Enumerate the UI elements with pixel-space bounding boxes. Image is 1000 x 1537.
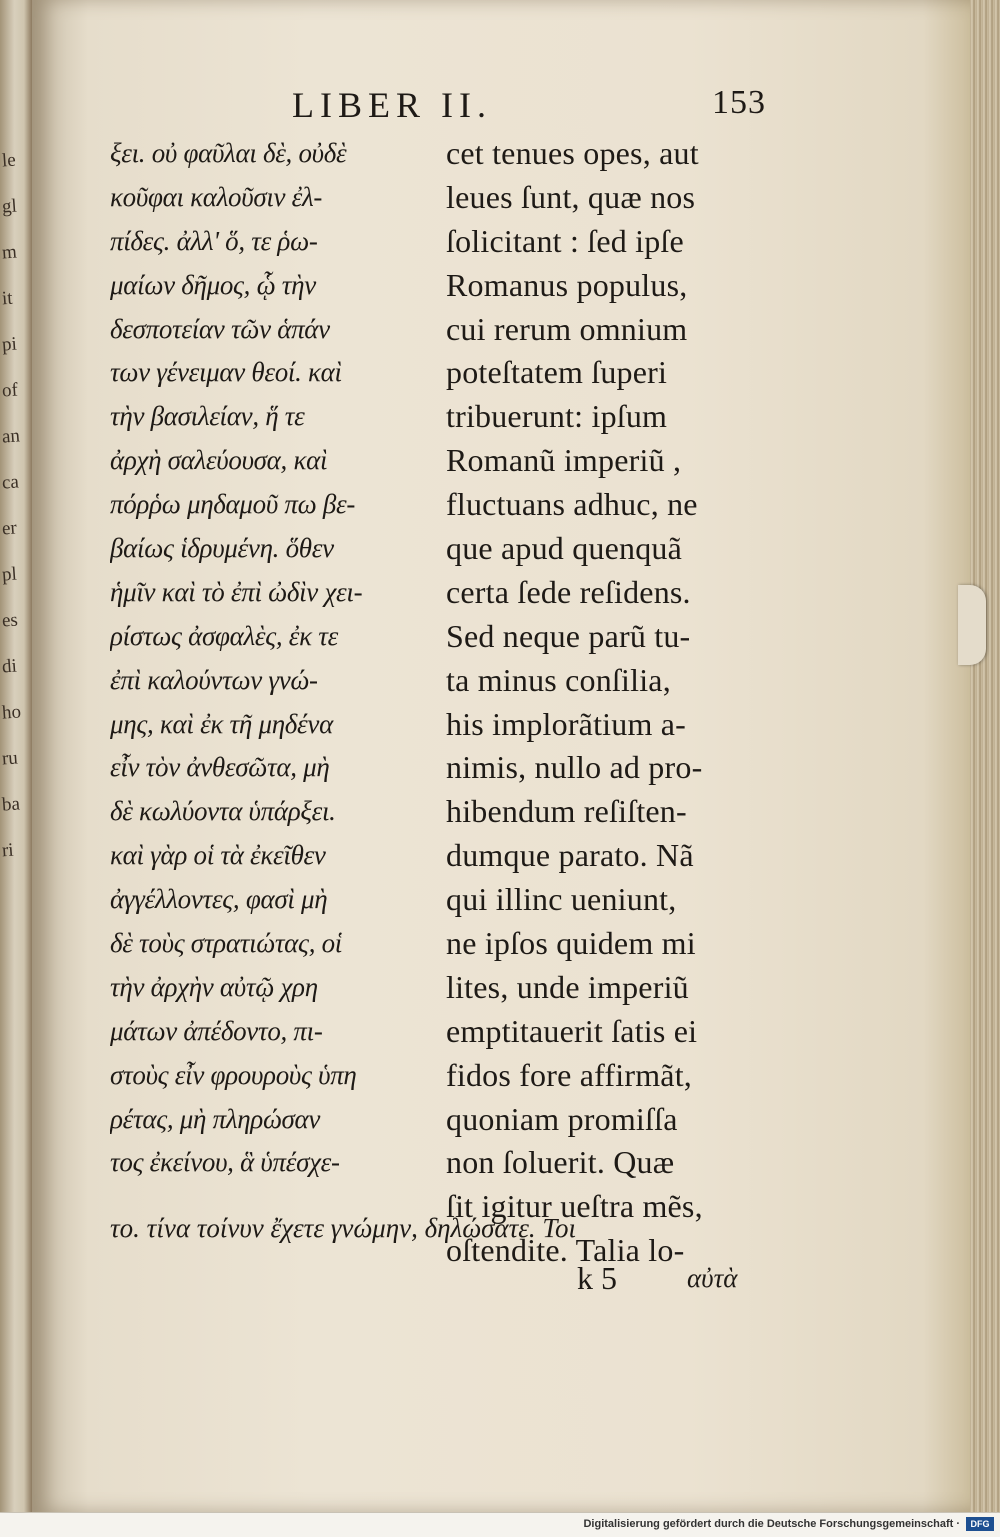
latin-text-line: fluctuans adhuc, ne xyxy=(446,486,698,523)
greek-text-column xyxy=(110,132,445,1185)
facing-page-fragment: it xyxy=(1,287,14,310)
latin-text-line: non ſoluerit. Quæ xyxy=(446,1144,675,1181)
greek-text-line: εἶν τὸν ἀνθεσῶτα, μὴ xyxy=(110,752,330,783)
greek-text-line: κοῦφαι καλοῦσιν ἐλ- xyxy=(110,181,323,212)
footer-bar xyxy=(0,1512,1000,1537)
greek-text-line: ρέτας, μὴ πληρώσαν xyxy=(110,1103,321,1134)
greek-text-line: τος ἐκείνου, ἃ ὑπέσχε- xyxy=(110,1147,340,1178)
fore-edge-with-page-tab xyxy=(970,0,1000,1512)
greek-text-line: βαίως ἱδρυμένη. ὅθεν xyxy=(110,533,334,564)
latin-text-line: quoniam promiſſa xyxy=(446,1100,678,1137)
latin-text-line: emptitauerit ſatis ei xyxy=(446,1012,698,1049)
greek-text-line: ἀγγέλλοντες, φασὶ μὴ xyxy=(110,884,328,915)
facing-page-fragment: ca xyxy=(1,471,20,494)
facing-page-fragment: ba xyxy=(1,793,21,816)
latin-text-line: ta minus conſilia, xyxy=(446,661,671,698)
greek-text-line: δεσποτείαν τῶν ἁπάν xyxy=(110,313,330,344)
left-page-edge xyxy=(0,0,32,1512)
latin-text-line: Sed neque parũ tu- xyxy=(446,617,691,654)
latin-text-line: dumque parato. Nã xyxy=(446,837,694,874)
facing-page-fragment: le xyxy=(1,149,17,172)
book-page xyxy=(32,0,970,1512)
facing-page-fragment: ri xyxy=(1,839,15,862)
greek-text-line: τὴν βασιλείαν, ἥ τε xyxy=(110,401,305,432)
facing-page-fragment: er xyxy=(1,517,18,540)
greek-text-line: τὴν ἀρχὴν αὐτῷ χρη xyxy=(110,971,318,1002)
facing-page-fragment: pi xyxy=(1,333,18,356)
greek-full-width-line: το. τίνα τοίνυν ἔχετε γνώμην, δηλώσατε. Τοι xyxy=(110,1213,576,1243)
facing-page-fragment: an xyxy=(1,425,21,448)
latin-text-line: Romanũ imperiũ , xyxy=(446,442,682,479)
greek-text-line: των γένειμαν θεοί. καὶ xyxy=(110,357,342,388)
latin-text-line: leues ſunt, quæ nos xyxy=(446,178,696,215)
greek-text-line: ἡμῖν καὶ τὸ ἐπὶ ὠδὶν χει- xyxy=(110,576,363,607)
greek-text-line: πόρῥω μηδαμοῦ πω βε- xyxy=(110,489,356,520)
latin-text-line: qui illinc ueniunt, xyxy=(446,881,677,918)
catchword: αὐτὰ xyxy=(687,1263,738,1293)
latin-text-line: ne ipſos quidem mi xyxy=(446,925,696,962)
latin-text-line: cet tenues opes, aut xyxy=(446,135,699,171)
latin-text-line: ſolicitant : ſed ipſe xyxy=(446,222,684,259)
dfg-logo: DFG xyxy=(966,1517,994,1531)
signature-mark: k 5 xyxy=(577,1260,617,1296)
greek-text-line: μαίων δῆμος, ᾧ τὴν xyxy=(110,269,316,300)
latin-text-line: cui rerum omnium xyxy=(446,310,688,347)
facing-page-fragment: di xyxy=(1,655,18,678)
facing-page-fragment: ho xyxy=(1,701,22,724)
latin-text-line: his implorãtium a- xyxy=(446,705,687,742)
latin-text-line: hibendum reſiſten- xyxy=(446,793,687,830)
greek-text-line: ἐπὶ καλούντων γνώ- xyxy=(110,664,318,695)
greek-text-line: ξει. οὐ φαῦλαι δὲ, οὐδὲ xyxy=(110,138,347,168)
latin-text-line: lites, unde imperiũ xyxy=(446,968,689,1005)
greek-text-line: καὶ γὰρ οἱ τὰ ἐκεῖθεν xyxy=(110,840,326,871)
funding-credit: Digitalisierung gefördert durch die Deutsche Forschungsgemeinschaft · xyxy=(583,1518,960,1530)
greek-text-line: πίδες. ἀλλ' ὅ, τε ῥω- xyxy=(110,225,318,256)
latin-text-line: nimis, nullo ad pro- xyxy=(446,749,703,786)
page-number: 153 xyxy=(712,84,766,121)
greek-text-line: ρίστως ἀσφαλὲς, ἐκ τε xyxy=(110,620,338,651)
latin-text-line: ſit igitur ueſtra mẽs, xyxy=(446,1188,703,1225)
facing-page-fragment: ru xyxy=(1,747,19,770)
latin-text-line: fidos fore affirmãt, xyxy=(446,1056,692,1093)
facing-page-fragment: m xyxy=(1,241,18,264)
greek-text-line: δὲ κωλύοντα ὑπάρξει. xyxy=(110,796,336,827)
greek-text-line: στοὺς εἶν φρουροὺς ὑπη xyxy=(110,1059,357,1090)
facing-page-fragment: pl xyxy=(1,563,18,586)
latin-text-line: oſtendite. Talia lo- xyxy=(446,1232,685,1269)
latin-text-line: Romanus populus, xyxy=(446,266,688,303)
running-head: LIBER II. xyxy=(292,85,492,125)
facing-page-fragment: gl xyxy=(1,195,18,218)
facing-page-fragment: es xyxy=(1,609,19,632)
greek-text-line: μης, καὶ ἐκ τῆ μηδένα xyxy=(110,708,333,739)
latin-text-line: poteſtatem ſuperi xyxy=(446,354,668,391)
latin-text-column xyxy=(446,132,786,1273)
greek-text-line: δὲ τοὺς στρατιώτας, οἱ xyxy=(110,928,343,959)
latin-text-line: tribuerunt: ipſum xyxy=(446,398,668,435)
facing-page-fragment: of xyxy=(1,379,19,402)
latin-text-line: que apud quenquã xyxy=(446,530,683,567)
greek-text-line: μάτων ἀπέδοντο, πι- xyxy=(110,1015,323,1046)
greek-text-line: ἀρχὴ σαλεύουσα, καὶ xyxy=(110,445,328,476)
latin-text-line: certa ſede reſidens. xyxy=(446,573,691,610)
